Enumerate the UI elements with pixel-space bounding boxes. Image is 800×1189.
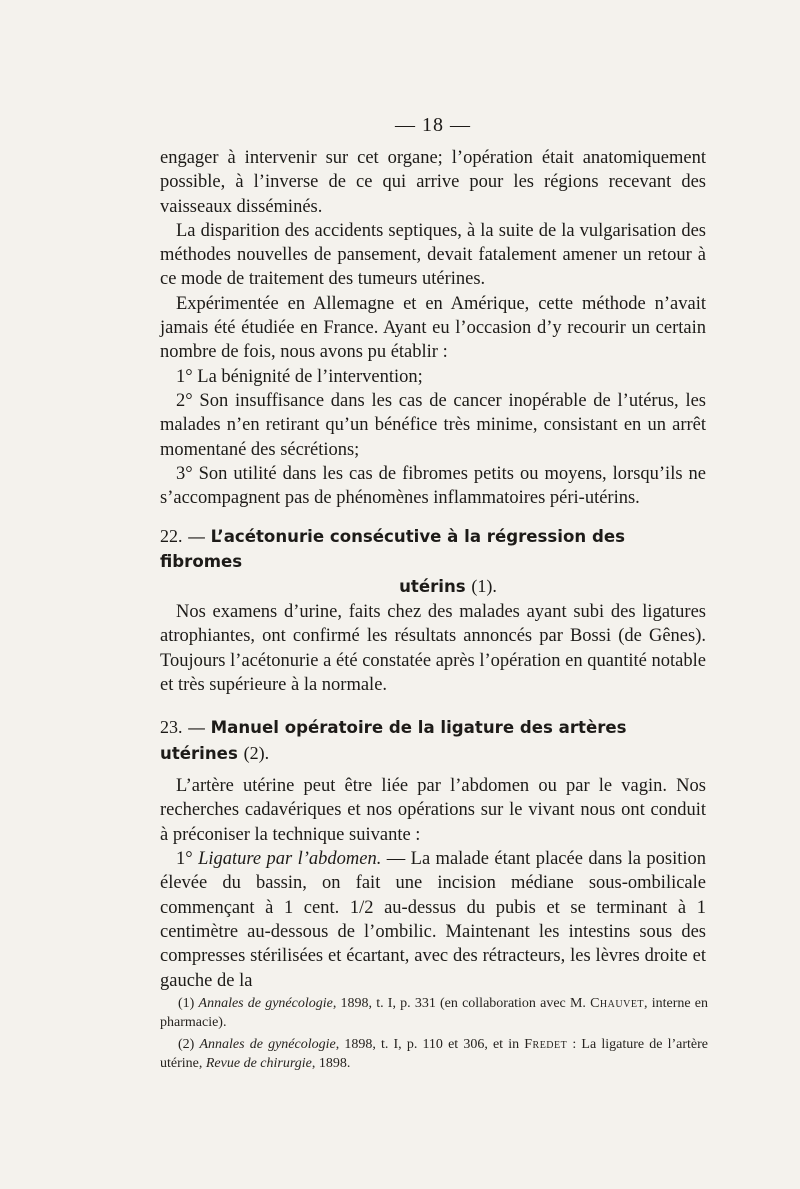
- footnote-2-details: , 1898, t. I, p. 110 et 306, et in: [335, 1037, 520, 1052]
- footnote-1-journal: Annales de gynécologie: [198, 996, 333, 1011]
- footnote-2-journal: Annales de gynécologie: [199, 1037, 336, 1052]
- footnote-2: [160, 1035, 708, 1073]
- footnote-1-mark: (1): [178, 996, 195, 1011]
- section-23-p2-italic: Ligature par l’abdomen.: [198, 849, 382, 870]
- section-22-heading: [160, 524, 706, 600]
- section-22-text: Nos examens d’urine, faits chez des malades ayant subi des ligatures atrophiantes, ont confirmé les résultats annoncés par Bossi (de Gênes). Toujours l’acétonurie a été constatée après l’opération en quantité notable et très supérieure à la normale.: [160, 601, 706, 695]
- section-22-footnote-ref: (1).: [471, 576, 497, 597]
- paragraph-1: engager à intervenir sur cet organe; l’opération était anatomiquement possible, à l’inverse de ce qui arrive pour les régions recevant des vaisseaux disséminés.: [160, 148, 706, 217]
- section-23-heading: [160, 715, 706, 766]
- footnote-2-author: Fredet: [524, 1037, 568, 1052]
- paragraph-2: La disparition des accidents septiques, à la suite de la vulgarisation des méthodes nouvelles de pansement, devait fatalement amener un retour à ce mode de traitement des tumeurs utérines.: [160, 220, 706, 290]
- footnote-1-end: , interne en pharmacie).: [160, 996, 709, 1030]
- footnote-2-review: Revue de chirurgie: [205, 1056, 312, 1071]
- footnote-2-mid: : La ligature de l’artère utérine,: [160, 1037, 708, 1071]
- section-23-p2-rest: — La malade étant placée dans la position élevée du bassin, on fait une incision médiane sous-ombilicale commençant à 1 cent. 1/2 au-dessus du pubis et se terminant à 1 centimètre au-dessous de l’ombilic. Maintenant les intestins sous des compresses stérilisées et écartant, avec des rétracteurs, les lèvres droite et gauche de la: [160, 849, 707, 991]
- footnote-1-details: , 1898, t. I, p. 331 (en collaboration avec M.: [332, 996, 586, 1011]
- section-22-dash: —: [188, 527, 205, 547]
- list-item-2: 2° Son insuffisance dans les cas de cancer inopérable de l’utérus, les malades n’en retirant qu’un bénéfice très minime, consistant en un arrêt momentané des sécrétions;: [160, 390, 706, 460]
- page-number: — 18 —: [395, 114, 471, 136]
- section-22-title-line2: utérins: [399, 577, 466, 597]
- section-22-title-line1: L’acétonurie consécutive à la régression des fibromes: [160, 527, 625, 571]
- section-23-title: Manuel opératoire de la ligature des artères utérines: [160, 718, 627, 763]
- section-23-p2-lead: 1°: [176, 849, 193, 870]
- section-23-paragraph-1: L’artère utérine peut être liée par l’abdomen ou par le vagin. Nos recherches cadavériques et nos opérations sur le vivant nous ont conduit à préconiser la technique suivante :: [160, 776, 706, 845]
- list-item-3: 3° Son utilité dans les cas de fibromes petits ou moyens, lorsqu’ils ne s’accompagnent pas de phénomènes inflammatoires péri-utérins.: [160, 463, 706, 509]
- footnotes: [160, 994, 708, 1073]
- list-item-1: 1° La bénignité de l’intervention;: [176, 366, 423, 387]
- section-22-number: 22.: [160, 526, 183, 547]
- section-23-number: 23.: [160, 717, 183, 738]
- footnote-2-end: , 1898.: [311, 1056, 351, 1071]
- main-text-block: [160, 108, 706, 993]
- paragraph-3: Expérimentée en Allemagne et en Amérique, cette méthode n’avait jamais été étudiée en France. Ayant eu l’occasion d’y recourir un certain nombre de fois, nous avons pu établir :: [160, 293, 706, 363]
- section-23-footnote-ref: (2).: [243, 742, 270, 763]
- footnote-1-author: Chauvet: [590, 996, 645, 1011]
- section-23-paragraph-2: [160, 847, 706, 993]
- section-23-dash: —: [188, 718, 205, 738]
- footnote-1: [160, 994, 708, 1032]
- footnote-2-mark: (2): [178, 1037, 195, 1052]
